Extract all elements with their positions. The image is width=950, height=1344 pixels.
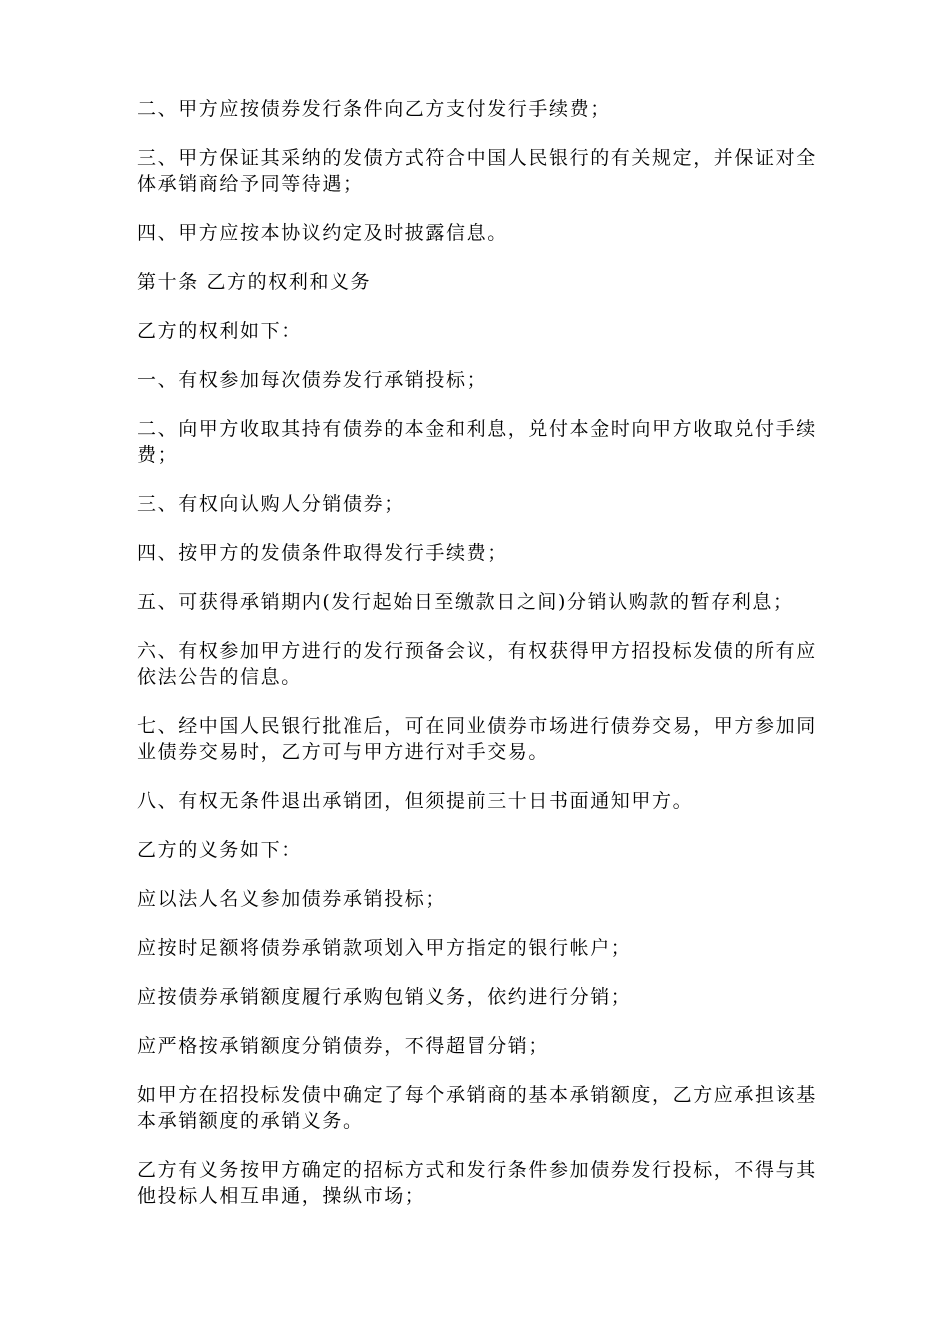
list-item: 二、向甲方收取其持有债券的本金和利息，兑付本金时向甲方收取兑付手续费； [137, 418, 817, 466]
list-item: 六、有权参加甲方进行的发行预备会议，有权获得甲方招投标发债的所有应依法公告的信息。 [137, 640, 817, 688]
paragraph: 四、甲方应按本协议约定及时披露信息。 [137, 222, 508, 244]
list-item: 七、经中国人民银行批准后，可在同业债券市场进行债券交易，甲方参加同业债券交易时，乙方可与甲方进行对手交易。 [137, 715, 817, 763]
list-item: 应按债券承销额度履行承购包销义务，依约进行分销； [137, 986, 632, 1008]
list-item: 应以法人名义参加债券承销投标； [137, 888, 447, 910]
list-item: 如甲方在招投标发债中确定了每个承销商的基本承销额度，乙方应承担该基本承销额度的承销义务。 [137, 1084, 817, 1132]
list-item: 五、可获得承销期内(发行起始日至缴款日之间)分销认购款的暂存利息； [137, 591, 794, 613]
list-item: 八、有权无条件退出承销团，但须提前三十日书面通知甲方。 [137, 790, 694, 812]
list-item: 乙方有义务按甲方确定的招标方式和发行条件参加债券发行投标，不得与其他投标人相互串通，操纵市场； [137, 1159, 817, 1207]
paragraph: 三、甲方保证其采纳的发债方式符合中国人民银行的有关规定，并保证对全体承销商给予同等待遇； [137, 147, 817, 195]
list-item: 一、有权参加每次债券发行承销投标； [137, 369, 488, 391]
list-item: 四、按甲方的发债条件取得发行手续费； [137, 542, 508, 564]
section-heading: 第十条 乙方的权利和义务 [137, 271, 372, 293]
paragraph: 二、甲方应按债券发行条件向乙方支付发行手续费； [137, 98, 611, 120]
subheading: 乙方的义务如下： [137, 839, 302, 861]
document-body [137, 96, 817, 1232]
subheading: 乙方的权利如下： [137, 320, 302, 342]
list-item: 应严格按承销额度分销债券，不得超冒分销； [137, 1035, 550, 1057]
list-item: 应按时足额将债券承销款项划入甲方指定的银行帐户； [137, 937, 632, 959]
list-item: 三、有权向认购人分销债券； [137, 493, 405, 515]
